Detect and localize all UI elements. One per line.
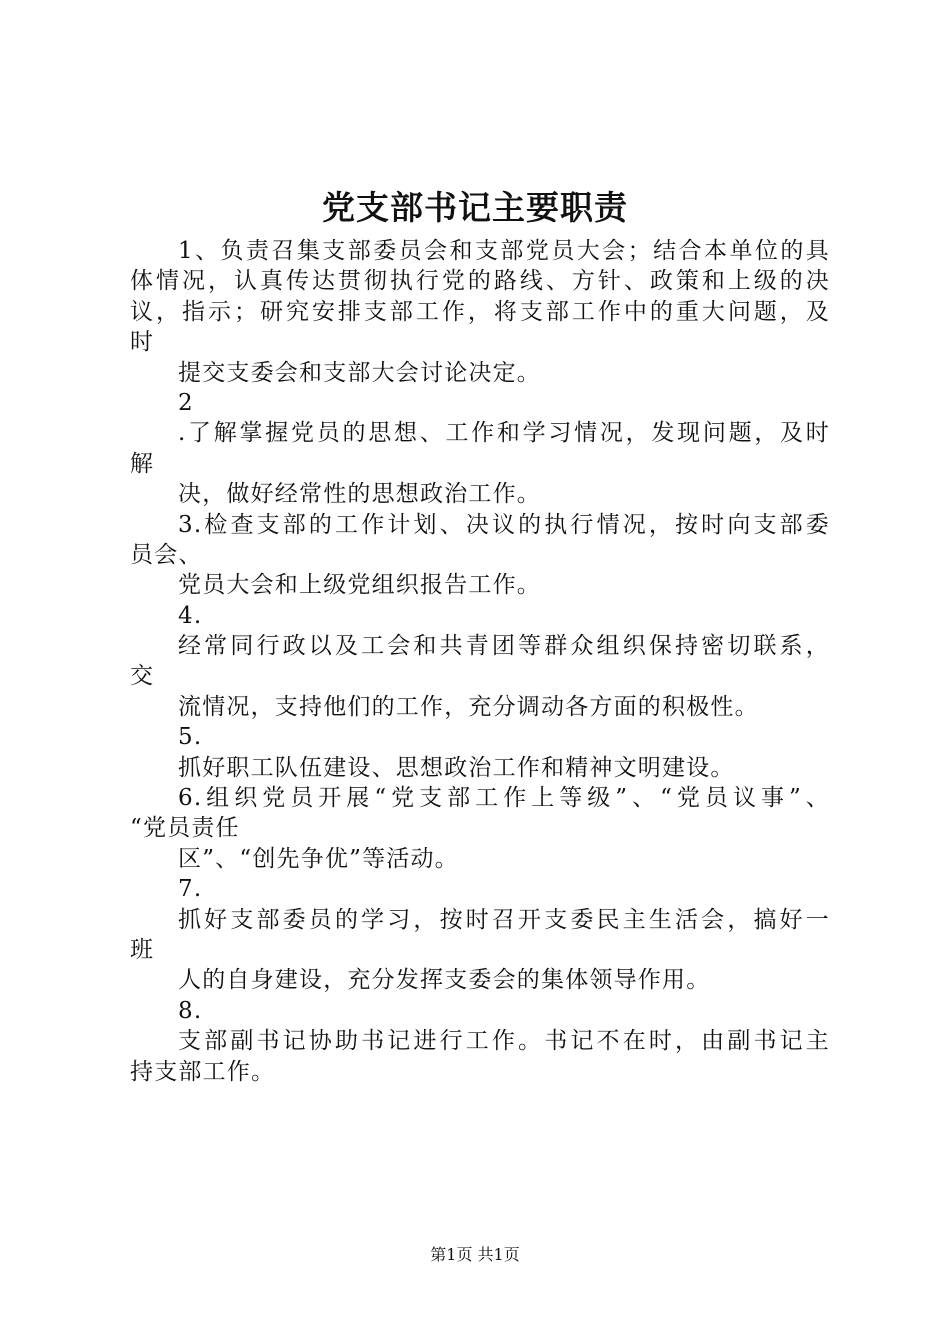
text-line: 解 [130,450,155,477]
text-line: 抓好职工队伍建设、思想政治工作和精神文明建设。 [178,754,735,781]
text-line: .了解掌握党员的思想、工作和学习情况，发现问题，及时 [178,420,830,447]
page-footer: 第1页 共1页 [430,1245,520,1264]
text-line: 时 [130,329,155,356]
text-line: 区”、“创先争优”等活动。 [178,845,459,872]
document-title: 党支部书记主要职责 [322,188,628,227]
text-line: 党员大会和上级党组织报告工作。 [178,572,541,599]
text-line: 3.检查支部的工作计划、决议的执行情况，按时向支部委 [178,511,830,538]
text-line: 议，指示；研究安排支部工作，将支部工作中的重大问题，及 [130,298,830,325]
text-line: 提交支委会和支部大会讨论决定。 [178,359,541,386]
text-line: 1、负责召集支部委员会和支部党员大会；结合本单位的具 [178,238,830,264]
text-line: 班 [130,936,155,963]
text-line: 流情况，支持他们的工作，充分调动各方面的积极性。 [178,693,759,720]
text-line: “党员责任 [130,815,240,842]
text-line: 4. [178,602,203,629]
text-line: 抓好支部委员的学习，按时召开支委民主生活会，搞好一 [178,906,830,933]
text-line: 交 [130,663,155,690]
text-line: 人的自身建设，充分发挥支委会的集体领导作用。 [178,967,711,994]
document-body [130,236,830,1087]
text-line: 5. [178,724,203,751]
text-line: 8. [178,997,203,1024]
text-line: 7. [178,876,203,903]
text-line: 员会、 [130,541,203,568]
text-line: 2 [178,389,194,416]
text-line: 决，做好经常性的思想政治工作。 [178,481,541,508]
text-line: 持支部工作。 [130,1058,276,1085]
text-line: 6.组织党员开展“党支部工作上等级”、“党员议事”、 [178,785,830,812]
text-line: 经常同行政以及工会和共青团等群众组织保持密切联系， [178,633,830,660]
text-line: 支部副书记协助书记进行工作。书记不在时，由副书记主 [178,1028,830,1055]
text-line: 体情况，认真传达贯彻执行党的路线、方针、政策和上级的决 [130,268,830,295]
